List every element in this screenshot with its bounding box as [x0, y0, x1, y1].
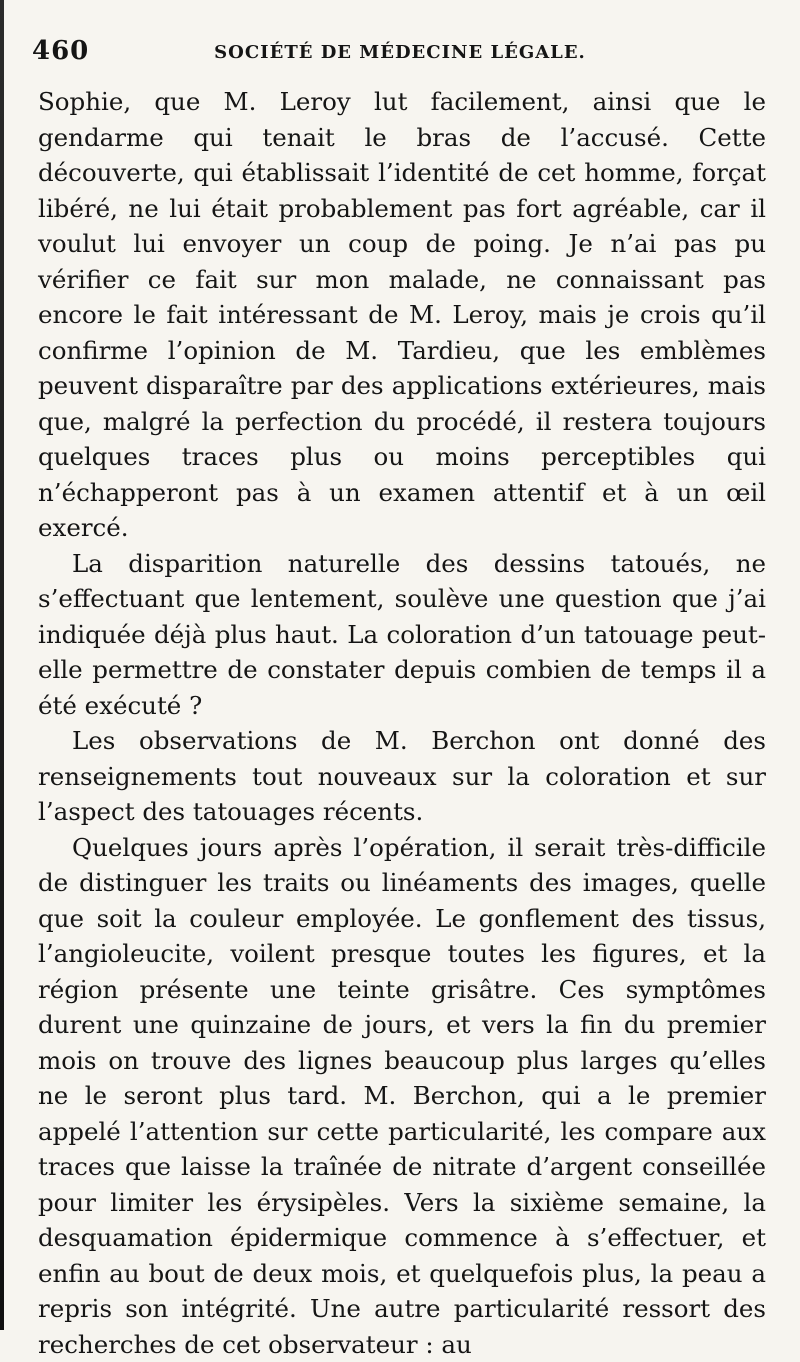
page-number: 460 [32, 36, 89, 66]
paragraph-2: La disparition naturelle des dessins tatoués, ne s’effectuant que lentement, soulève une question que j’ai indiquée déjà plus haut. La coloration d’un tatouage peut-elle permettre de constater depuis combien de temps il a été exécuté ? [38, 546, 766, 724]
body-text [38, 84, 766, 1362]
paragraph-4: Quelques jours après l’opération, il serait très-difficile de distinguer les traits ou linéaments des images, quelle que soit la couleur employée. Le gonflement des tissus, l’angioleucite, voilent presque toutes les figures, et la région présente une teinte grisâtre. Ces symptômes durent une quinzaine de jours, et vers la fin du premier mois on trouve des lignes beaucoup plus larges qu’elles ne le seront plus tard. M. Berchon, qui a le premier appelé l’attention sur cette particularité, les compare aux traces que laisse la traînée de nitrate d’argent conseillée pour limiter les érysipèles. Vers la sixième semaine, la desquamation épidermique commence à s’effectuer, et enfin au bout de deux mois, et quelquefois plus, la peau a repris son intégrité. Une autre particularité ressort des recherches de cet observateur : au [38, 830, 766, 1362]
paragraph-1: Sophie, que M. Leroy lut facilement, ainsi que le gendarme qui tenait le bras de l’accusé. Cette découverte, qui établissait l’identité de cet homme, forçat libéré, ne lui était probablement pas fort agréable, car il voulut lui envoyer un coup de poing. Je n’ai pas pu vérifier ce fait sur mon malade, ne connaissant pas encore le fait intéressant de M. Leroy, mais je crois qu’il confirme l’opinion de M. Tardieu, que les emblèmes peuvent disparaître par des applications extérieures, mais que, malgré la perfection du procédé, il restera toujours quelques traces plus ou moins perceptibles qui n’échapperont pas à un examen attentif et à un œil exercé. [38, 84, 766, 546]
page-header [30, 36, 770, 76]
running-head: SOCIÉTÉ DE MÉDECINE LÉGALE. [30, 42, 770, 63]
paragraph-3: Les observations de M. Berchon ont donné des renseignements tout nouveaux sur la coloration et sur l’aspect des tatouages récents. [38, 723, 766, 830]
page-binding-edge [0, 0, 4, 1330]
